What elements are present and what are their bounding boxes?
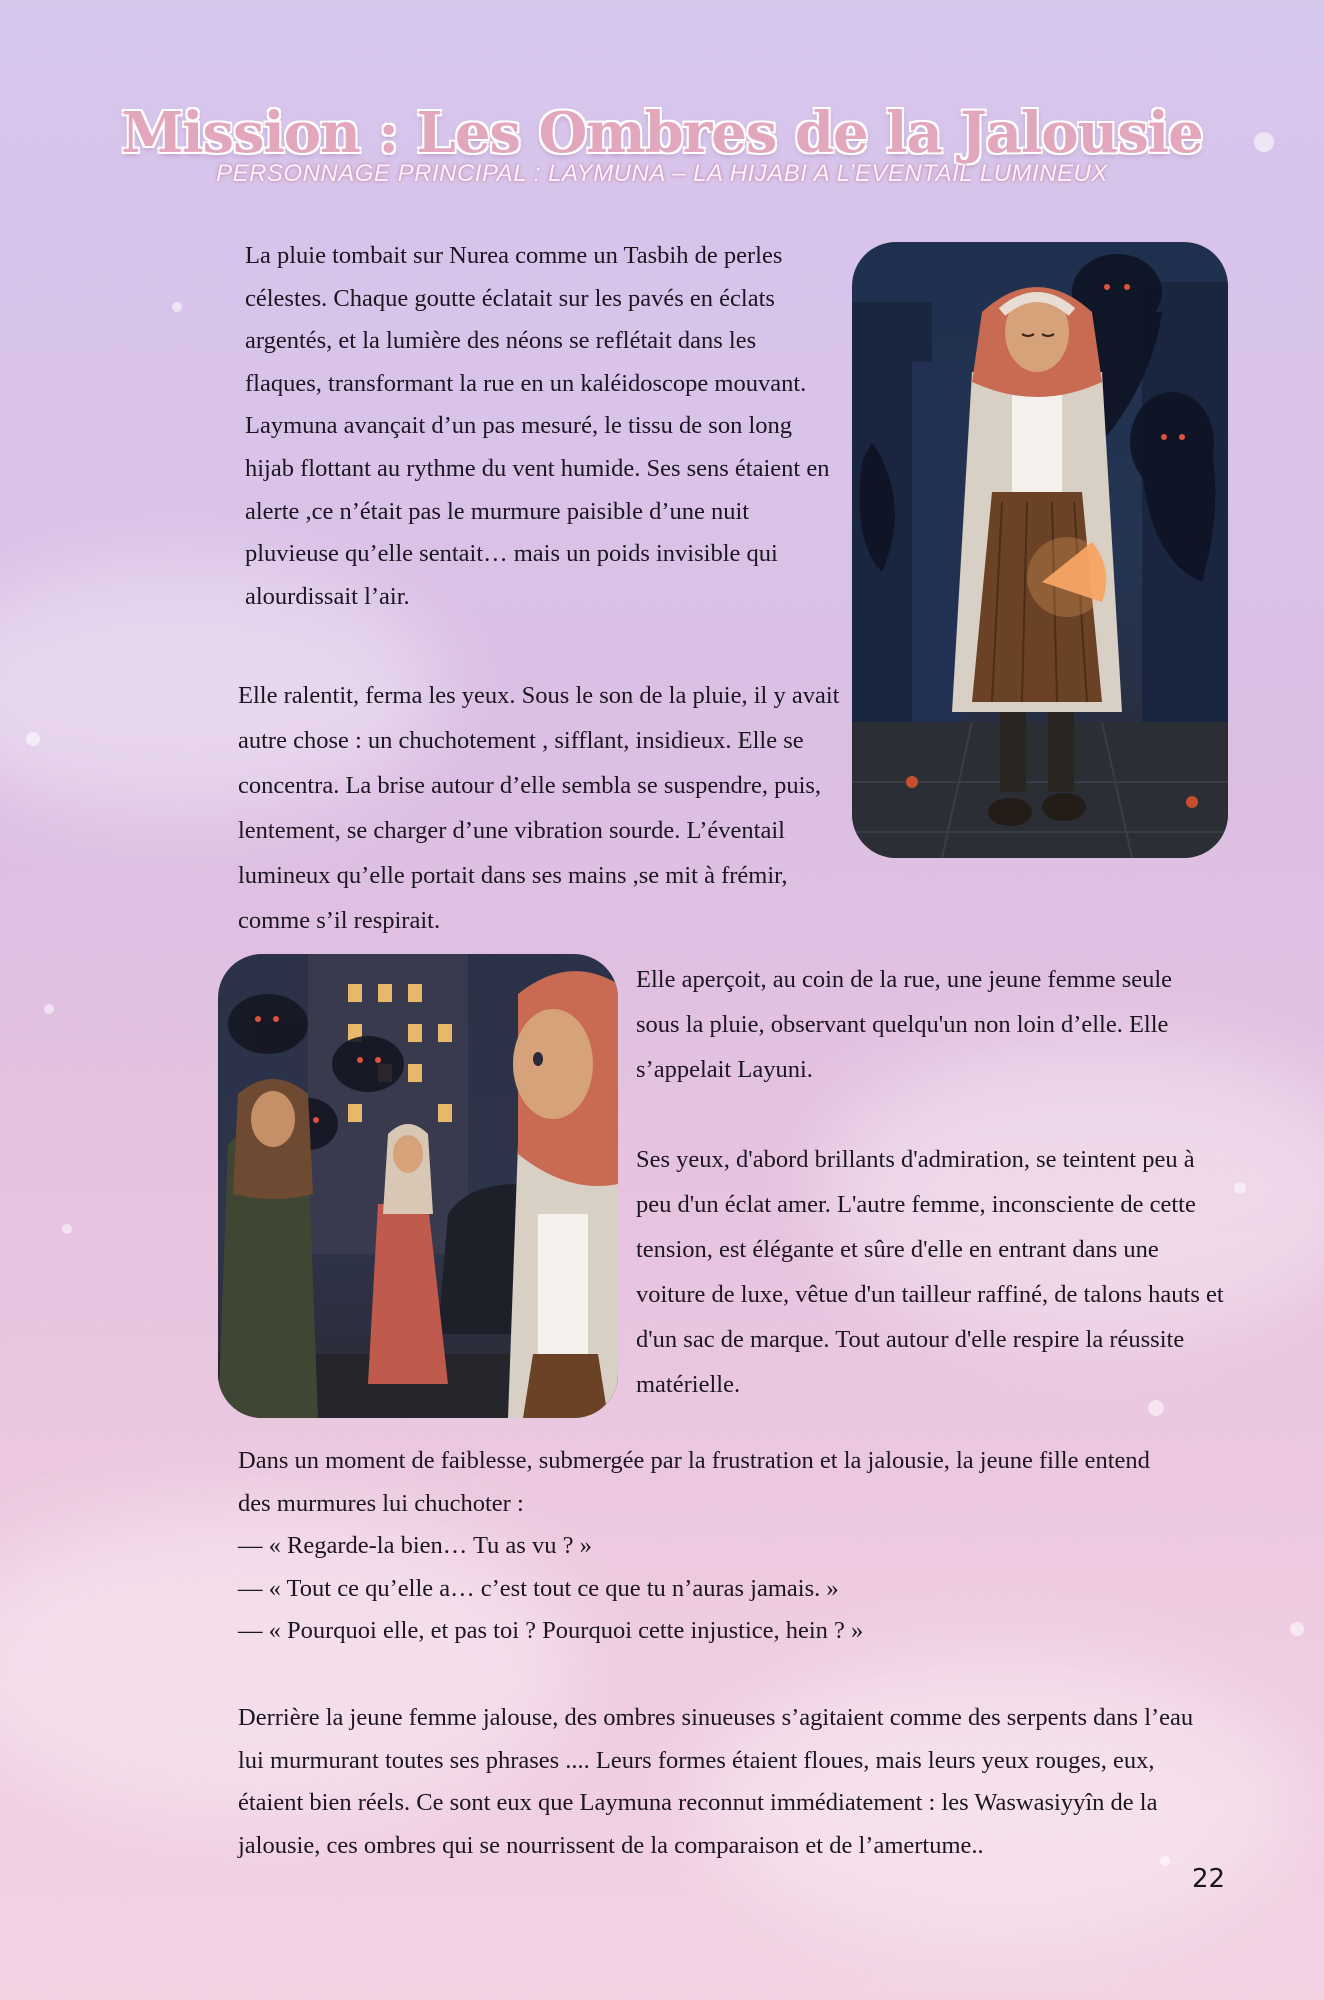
paragraph: Elle ralentit, ferma les yeux. Sous le son de la pluie, il y avait autre chose : un chuchotement , sifflant, insidieux. Elle se concentra. La brise autour d’elle sembla se suspendre, puis, lentement, se charger d’une vibration sourde. L’éventail lumineux qu’elle portait dans ses mains ,se mit à frémir, comme s’il respirait.	[238, 682, 840, 934]
paragraph: La pluie tombait sur Nurea comme un Tasbih de perles célestes. Chaque goutte éclatait sur les pavés en éclats argentés, et la lumière des néons se reflétait dans les flaques, transformant la rue en un kaléidoscope mouvant.	[245, 242, 807, 397]
paragraph: Elle aperçoit, au coin de la rue, une jeune femme seule sous la pluie, observant quelqu'un non loin d’elle. Elle s’appelait Layuni.	[636, 966, 1173, 1083]
bokeh-dot	[62, 1224, 72, 1234]
bokeh-dot	[44, 1004, 54, 1014]
laymuna-illustration-art	[852, 242, 1228, 858]
dialog-line: — « Tout ce qu’elle a… c’est tout ce que tu n’auras jamais. »	[238, 1574, 839, 1602]
bokeh-dot	[1290, 1622, 1304, 1636]
illustration-laymuna-fan	[852, 242, 1228, 858]
dialog-line: — « Regarde-la bien… Tu as vu ? »	[238, 1532, 592, 1560]
illustration-jealous-scene	[218, 954, 618, 1418]
paragraph: Ses yeux, d'abord brillants d'admiration, se teintent peu à peu d'un éclat amer. L'autre femme, inconsciente de cette tension, est élégante et sûre d'elle en entrant dans une voiture de luxe, vêtue d'un tailleur raffiné, de talons hauts et d'un sac de marque. Tout autour d'elle respire la réussite matérielle.	[636, 1146, 1224, 1398]
bokeh-dot	[1234, 1182, 1246, 1194]
dialog-line: — « Pourquoi elle, et pas toi ? Pourquoi cette injustice, hein ? »	[238, 1617, 864, 1645]
paragraph: Derrière la jeune femme jalouse, des ombres sinueuses s’agitaient comme des serpents dans l’eau lui murmurant toutes ses phrases .... Leurs formes étaient floues, mais leurs yeux rouges, eux, étaient bien réels. Ce sont eux que Laymuna reconnut immédiatement : les Waswasiyyîn de la jalousie, ces ombres qui se nourrissent de la comparaison et de l’amertume..	[238, 1704, 1194, 1859]
story-text-block	[238, 673, 848, 943]
paragraph: Dans un moment de faiblesse, submergée par la frustration et la jalousie, la jeune fille entend des murmures lui chuchoter :	[238, 1447, 1150, 1517]
story-text-block	[238, 1697, 1208, 1867]
story-text-block	[245, 235, 830, 618]
bokeh-dot	[26, 732, 40, 746]
story-text-block	[238, 1440, 1178, 1653]
story-text-block	[636, 957, 1216, 1092]
jealous-scene-art	[218, 954, 618, 1418]
page-title: Mission : Les Ombres de la Jalousie	[121, 100, 1203, 166]
story-text-block	[636, 1137, 1226, 1407]
page-number: 22	[1192, 1864, 1226, 1894]
page-subtitle: PERSONNAGE PRINCIPAL : LAYMUNA – LA HIJABI A L’EVENTAIL LUMINEUX	[216, 160, 1108, 187]
bokeh-dot	[172, 302, 182, 312]
paragraph: Laymuna avançait d’un pas mesuré, le tissu de son long hijab flottant au rythme du vent humide. Ses sens étaient en alerte ,ce n’était pas le murmure paisible d’une nuit pluvieuse qu’elle sentait… mais un poids invisible qui alourdissait l’air.	[245, 412, 830, 610]
